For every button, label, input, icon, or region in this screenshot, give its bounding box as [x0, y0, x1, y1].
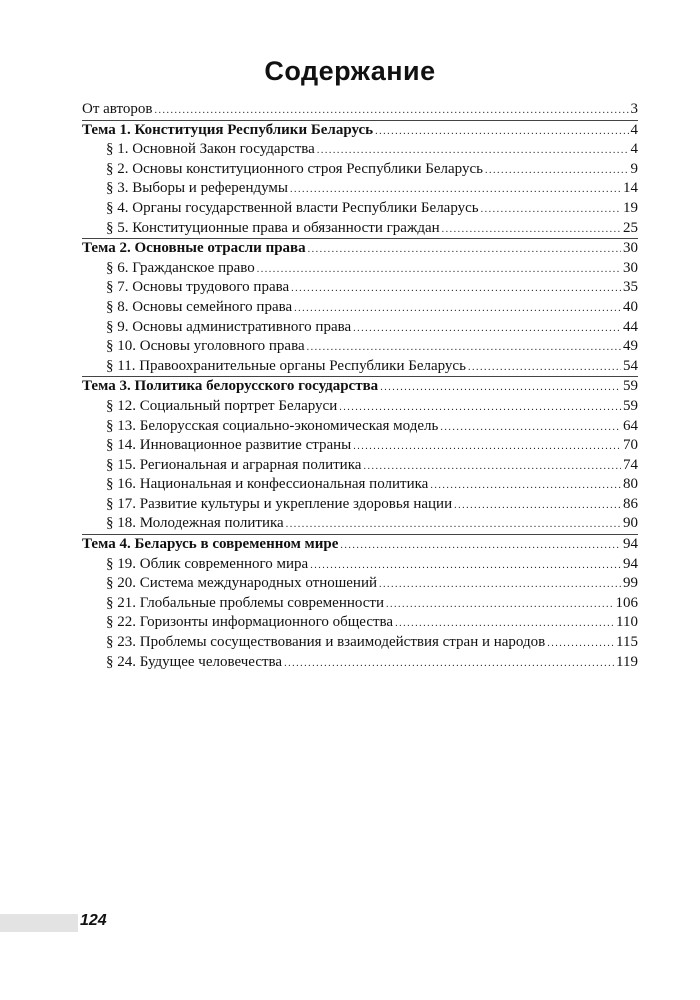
toc-entry-title: § 22. Горизонты информационного общества [106, 614, 394, 631]
toc-entry-page-number: 30 [623, 240, 638, 257]
toc-entry-title: От авторов [82, 101, 153, 117]
dot-leader [547, 634, 614, 654]
dot-leader [430, 476, 621, 496]
toc-section-entry [82, 278, 638, 298]
toc-intro-entry [82, 100, 638, 120]
toc-topic-entry [82, 535, 638, 555]
dot-leader [468, 358, 621, 378]
toc-entry-title: § 19. Облик современного мира [106, 555, 309, 572]
toc-topic-entry [82, 377, 638, 397]
toc-entry-title: § 11. Правоохранительные органы Республики Беларусь [106, 357, 466, 374]
page-title: Содержание [264, 56, 436, 86]
toc-entry-title: Тема 4. Беларусь в современном мире [82, 536, 339, 553]
toc-entry-title: § 3. Выборы и референдумы [106, 180, 288, 197]
toc-entry-title: Тема 1. Конституция Республики Беларусь [82, 121, 374, 138]
page-number: 124 [80, 912, 107, 929]
toc-section-entry [82, 594, 638, 614]
toc-entry-title: § 14. Инновационное развитие страны [106, 437, 352, 454]
toc-entry-page-number: 25 [623, 219, 638, 236]
toc-section-entry [82, 653, 638, 673]
toc-entry-title: § 17. Развитие культуры и укрепление здоровья нации [106, 495, 453, 512]
dot-leader [442, 220, 621, 240]
toc-entry-title: § 4. Органы государственной власти Республики Беларусь [106, 199, 479, 216]
toc-entry-page-number: 115 [616, 634, 638, 651]
toc-section-entry [82, 259, 638, 279]
toc-section-entry [82, 337, 638, 357]
toc-entry-page-number: 54 [623, 357, 638, 374]
toc-section-entry [82, 179, 638, 199]
dot-leader [294, 299, 621, 319]
toc-entry-page-number: 59 [623, 378, 638, 395]
toc-section-entry [82, 456, 638, 476]
dot-leader [340, 536, 621, 556]
toc-entry-page-number: 35 [623, 279, 638, 296]
toc-section-entry [82, 436, 638, 456]
dot-leader [440, 418, 621, 438]
dot-leader [317, 141, 629, 161]
dot-leader [291, 279, 621, 299]
toc-section-entry [82, 555, 638, 575]
toc-entry-page-number: 86 [623, 495, 638, 512]
dot-leader [380, 378, 621, 398]
toc-entry-title: Тема 2. Основные отрасли права [82, 240, 306, 257]
dot-leader [454, 496, 621, 516]
toc-entry-title: § 2. Основы конституционного строя Республики Беларусь [106, 160, 483, 177]
dot-leader [339, 398, 621, 418]
toc-entry-page-number: 14 [623, 180, 638, 197]
toc-entry-title: § 7. Основы трудового права [106, 279, 290, 296]
toc-entry-title: § 24. Будущее человечества [106, 653, 283, 670]
toc-section-entry [82, 613, 638, 633]
toc-section-entry [82, 140, 638, 160]
dot-leader [257, 260, 621, 280]
toc-section-entry [82, 495, 638, 515]
dot-leader [307, 338, 621, 358]
toc-entry-page-number: 19 [623, 199, 638, 216]
dot-leader [481, 200, 621, 220]
toc-section-entry [82, 357, 638, 377]
toc-section-entry [82, 633, 638, 653]
toc-topic-entry [82, 121, 638, 141]
toc-entry-page-number: 64 [623, 417, 638, 434]
toc-entry-page-number: 9 [630, 160, 638, 177]
toc-section-entry [82, 160, 638, 180]
dot-leader [353, 319, 621, 339]
toc-entry-page-number: 40 [623, 298, 638, 315]
toc-entry-page-number: 44 [623, 318, 638, 335]
toc-section-entry [82, 397, 638, 417]
dot-leader [286, 515, 621, 535]
toc-entry-title: § 12. Социальный портрет Беларуси [106, 397, 338, 414]
toc-entry-title: § 8. Основы семейного права [106, 298, 293, 315]
toc-section-entry [82, 199, 638, 219]
dot-leader [353, 437, 621, 457]
toc-entry-title: § 18. Молодежная политика [106, 515, 284, 532]
toc-entry-title: § 9. Основы административного права [106, 318, 352, 335]
toc-entry-title: § 20. Система международных отношений [106, 575, 378, 592]
dot-leader [308, 240, 621, 260]
toc-entry-title: § 21. Глобальные проблемы современности [106, 594, 385, 611]
toc-section-entry [82, 514, 638, 534]
toc-entry-title: Тема 3. Политика белорусского государства [82, 378, 379, 395]
toc-entry-page-number: 90 [623, 515, 638, 532]
toc-entry-title: § 6. Гражданское право [106, 259, 255, 276]
toc-section-entry [82, 475, 638, 495]
toc-entry-page-number: 119 [616, 653, 638, 670]
toc-entry-title: § 13. Белорусская социально-экономическая модель [106, 417, 439, 434]
toc-topic-entry [82, 239, 638, 259]
toc-entry-page-number: 94 [623, 555, 638, 572]
toc-section-entry [82, 298, 638, 318]
toc-section-entry [82, 219, 638, 239]
footer-bar [0, 914, 78, 932]
toc-entry-page-number: 30 [623, 259, 638, 276]
dot-leader [284, 654, 614, 674]
dot-leader [154, 101, 628, 121]
dot-leader [386, 595, 613, 615]
dot-leader [290, 180, 621, 200]
table-of-contents [82, 100, 638, 672]
toc-entry-title: § 1. Основной Закон государства [106, 141, 315, 158]
toc-entry-page-number: 59 [623, 397, 638, 414]
toc-entry-title: § 23. Проблемы сосуществования и взаимодействия стран и народов [106, 634, 546, 651]
toc-entry-page-number: 4 [630, 141, 638, 158]
dot-leader [310, 556, 621, 576]
dot-leader [395, 614, 614, 634]
toc-entry-page-number: 99 [623, 575, 638, 592]
toc-entry-page-number: 74 [623, 456, 638, 473]
toc-entry-page-number: 94 [623, 536, 638, 553]
toc-entry-page-number: 49 [623, 338, 638, 355]
toc-entry-title: § 16. Национальная и конфессиональная политика [106, 476, 429, 493]
toc-section-entry [82, 417, 638, 437]
dot-leader [485, 161, 629, 181]
toc-section-entry [82, 318, 638, 338]
toc-entry-title: § 15. Региональная и аграрная политика [106, 456, 362, 473]
toc-entry-page-number: 3 [630, 101, 638, 117]
dot-leader [375, 122, 628, 142]
toc-entry-page-number: 106 [615, 594, 638, 611]
toc-entry-title: § 10. Основы уголовного права [106, 338, 305, 355]
dot-leader [363, 457, 621, 477]
toc-section-entry [82, 574, 638, 594]
toc-entry-page-number: 110 [616, 614, 638, 631]
toc-entry-page-number: 70 [623, 437, 638, 454]
toc-entry-page-number: 4 [630, 121, 638, 138]
toc-entry-page-number: 80 [623, 476, 638, 493]
toc-entry-title: § 5. Конституционные права и обязанности граждан [106, 219, 440, 236]
dot-leader [379, 575, 621, 595]
